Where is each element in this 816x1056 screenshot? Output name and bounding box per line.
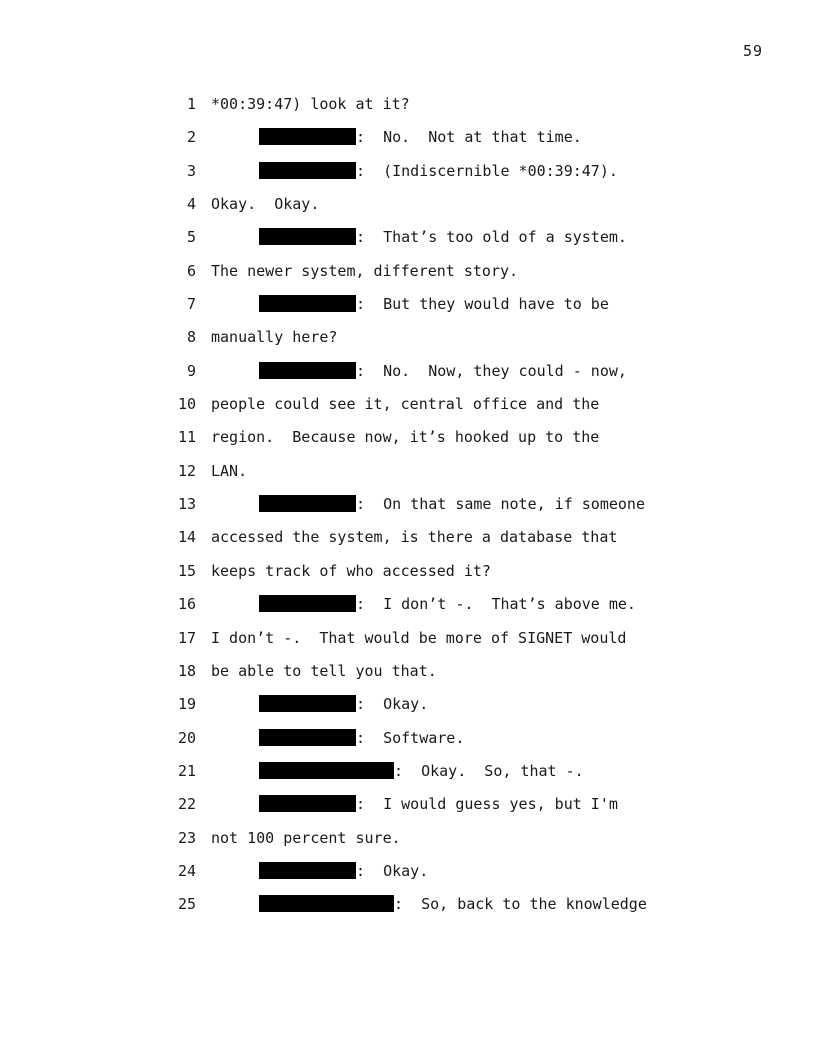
line-text [211,325,337,349]
transcript-line [0,125,816,158]
line-number: 23 [177,828,196,847]
transcript-line [0,192,816,225]
transcript-line [0,459,816,492]
redacted-speaker-name [259,862,356,879]
line-text [211,459,247,483]
speaker-turn [259,125,582,149]
line-content: : Okay. [356,861,429,880]
line-text [211,392,599,416]
line-number: 15 [177,561,196,580]
transcript-line [0,392,816,425]
line-content: manually here? [211,328,338,347]
line-number: 18 [177,661,196,680]
line-content: be able to tell you that. [211,661,437,680]
redacted-speaker-name [259,895,394,912]
line-content: : I don’t -. That’s above me. [356,595,636,614]
transcript-line [0,859,816,892]
line-text [211,92,410,116]
transcript-line [0,292,816,325]
transcript-line [0,425,816,458]
line-content: : But they would have to be [356,295,609,314]
line-number: 5 [186,228,196,247]
redacted-speaker-name [259,495,356,512]
line-number: 19 [177,695,196,714]
line-number: 16 [177,595,196,614]
speaker-turn [259,225,627,249]
redacted-speaker-name [259,162,356,179]
line-number: 25 [177,895,196,914]
line-content: : That’s too old of a system. [356,228,627,247]
redacted-speaker-name [259,228,356,245]
line-content: Okay. Okay. [211,195,320,214]
transcript-line [0,826,816,859]
line-text [211,659,437,683]
line-number: 13 [177,495,196,514]
line-content: *00:39:47) look at it? [211,95,410,113]
speaker-turn [259,859,428,883]
line-content: not 100 percent sure. [211,828,401,847]
page-number: 59 [742,42,763,60]
transcript-line [0,559,816,592]
speaker-turn [259,159,618,183]
line-content: accessed the system, is there a database that [211,528,618,547]
line-number: 8 [186,328,196,347]
speaker-turn [259,892,647,916]
line-content: : On that same note, if someone [356,495,645,514]
line-content: : I would guess yes, but I'm [356,795,618,814]
transcript-line [0,792,816,825]
line-content: : No. Not at that time. [356,128,582,147]
line-content: : Software. [356,728,465,747]
line-number: 7 [186,295,196,314]
redacted-speaker-name [259,729,356,746]
line-content: The newer system, different story. [211,261,519,280]
transcript-line [0,225,816,258]
speaker-turn [259,726,464,750]
transcript-line [0,726,816,759]
line-text [211,626,626,650]
line-content: keeps track of who accessed it? [211,561,491,580]
line-number: 12 [177,461,196,480]
line-number: 4 [186,195,196,214]
line-text [211,559,491,583]
transcript-line [0,492,816,525]
line-number: 9 [186,361,196,380]
line-number: 20 [177,728,196,747]
transcript-line [0,359,816,392]
transcript-line [0,692,816,725]
line-number: 17 [177,628,196,647]
redacted-speaker-name [259,762,394,779]
line-content: LAN. [211,461,248,480]
redacted-speaker-name [259,295,356,312]
speaker-turn [259,292,609,316]
line-text [211,525,617,549]
transcript-body [0,92,816,926]
line-text [211,192,319,216]
line-number: 3 [186,161,196,180]
line-number: 11 [177,428,196,447]
redacted-speaker-name [259,362,356,379]
transcript-line [0,759,816,792]
transcript-line [0,626,816,659]
line-number: 21 [177,761,196,780]
line-text [211,425,599,449]
redacted-speaker-name [259,595,356,612]
line-number: 10 [177,395,196,414]
line-content: people could see it, central office and the [211,395,600,414]
line-content: : Okay. So, that -. [394,761,584,780]
line-content: : No. Now, they could - now, [356,361,627,380]
line-content: I don’t -. That would be more of SIGNET would [211,628,627,647]
line-number: 22 [177,795,196,814]
speaker-turn [259,792,618,816]
redacted-speaker-name [259,795,356,812]
redacted-speaker-name [259,128,356,145]
line-number: 14 [177,528,196,547]
line-number: 1 [186,95,196,113]
line-content: : (Indiscernible *00:39:47). [356,161,618,180]
speaker-turn [259,692,428,716]
speaker-turn [259,759,584,783]
transcript-line [0,592,816,625]
transcript-line [0,525,816,558]
line-content: region. Because now, it’s hooked up to the [211,428,600,447]
line-content: : Okay. [356,695,429,714]
transcript-line [0,92,816,125]
transcript-line [0,892,816,925]
speaker-turn [259,592,636,616]
line-content: : So, back to the knowledge [394,895,647,914]
line-number: 6 [186,261,196,280]
redacted-speaker-name [259,695,356,712]
speaker-turn [259,359,627,383]
transcript-line [0,659,816,692]
line-number: 24 [177,861,196,880]
transcript-line [0,325,816,358]
line-number: 2 [186,128,196,147]
line-text [211,259,518,283]
transcript-line [0,159,816,192]
line-text [211,826,401,850]
transcript-line [0,259,816,292]
speaker-turn [259,492,645,516]
